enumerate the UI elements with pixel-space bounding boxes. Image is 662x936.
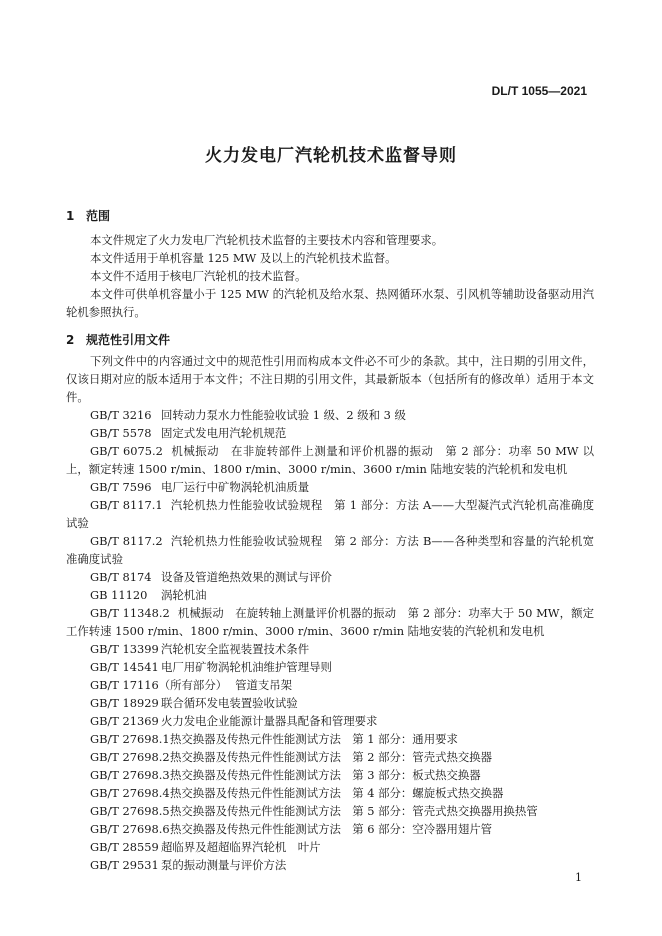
ref-title: 机械振动 在旋转轴上测量评价机器的振动 第 2 部分：功率大于 50 MW，额定工作转速 1500 r/min、1800 r/min、3000 r/min、3600 r/min 陆地安装的汽轮机和发电机	[66, 606, 594, 638]
ref-item	[90, 784, 503, 802]
ref-title: 汽轮机热力性能验收试验规程 第 2 部分：方法 B——各种类型和容量的汽轮机宽准确度试验	[66, 534, 594, 566]
ref-title: 管道支吊架	[235, 678, 293, 692]
page-number: 1	[575, 871, 582, 884]
ref-code: GB/T 6075.2	[90, 444, 163, 458]
ref-code: GB/T 3216	[90, 408, 152, 422]
ref-item	[90, 640, 309, 658]
ref-item	[90, 838, 320, 856]
ref-item	[66, 532, 594, 568]
ref-title: 超临界及超超临界汽轮机 叶片	[161, 840, 321, 854]
ref-item	[90, 478, 309, 496]
section-1-number: 1	[66, 209, 75, 223]
ref-item	[90, 406, 406, 424]
ref-item	[66, 496, 594, 532]
ref-code: GB/T 8117.1	[90, 498, 163, 512]
ref-code: GB/T 27698.2	[90, 750, 170, 764]
document-title: 火力发电厂汽轮机技术监督导则	[205, 146, 457, 166]
section-2-title: 规范性引用文件	[86, 333, 171, 347]
ref-code: GB/T 8117.2	[90, 534, 163, 548]
section-1-para-2: 本文件适用于单机容量 125 MW 及以上的汽轮机技术监督。	[90, 251, 397, 265]
ref-code: GB/T 27698.4	[90, 786, 170, 800]
ref-code: GB/T 27698.1	[90, 732, 170, 746]
ref-code: GB/T 13399	[90, 642, 159, 656]
ref-code: GB/T 29531	[90, 858, 159, 872]
ref-item	[90, 748, 492, 766]
section-2-intro: 下列文件中的内容通过文中的规范性引用而构成本文件必不可少的条款。其中，注日期的引用文件，仅该日期对应的版本适用于本文件；不注日期的引用文件，其最新版本（包括所有的修改单）适用于本文件。	[66, 354, 594, 404]
section-2-number: 2	[66, 333, 75, 347]
ref-item	[90, 658, 332, 676]
ref-code: GB/T 14541	[90, 660, 159, 674]
ref-title: 电厂运行中矿物涡轮机油质量	[161, 480, 310, 494]
ref-code: GB/T 18929	[90, 696, 159, 710]
ref-item	[90, 694, 298, 712]
ref-title: 泵的振动测量与评价方法	[161, 858, 287, 872]
ref-item	[66, 442, 594, 478]
ref-title: 热交换器及传热元件性能测试方法 第 3 部分：板式热交换器	[170, 768, 481, 782]
ref-item	[90, 676, 292, 694]
ref-code: GB/T 21369	[90, 714, 159, 728]
ref-title: 火力发电企业能源计量器具配备和管理要求	[161, 714, 378, 728]
ref-title: 热交换器及传热元件性能测试方法 第 6 部分：空冷器用翅片管	[170, 822, 493, 836]
ref-item	[90, 730, 458, 748]
ref-item	[66, 604, 594, 640]
ref-title: 回转动力泵水力性能验收试验 1 级、2 级和 3 级	[161, 408, 406, 422]
ref-title: 热交换器及传热元件性能测试方法 第 4 部分：螺旋板式热交换器	[170, 786, 504, 800]
ref-code: GB 11120	[90, 588, 148, 602]
section-1-para-1: 本文件规定了火力发电厂汽轮机技术监督的主要技术内容和管理要求。	[90, 233, 444, 247]
ref-title: 涡轮机油	[161, 588, 207, 602]
ref-item	[90, 568, 332, 586]
ref-item	[90, 802, 538, 820]
ref-code: GB/T 11348.2	[90, 606, 170, 620]
ref-title: 热交换器及传热元件性能测试方法 第 1 部分：通用要求	[170, 732, 458, 746]
ref-title: 汽轮机热力性能验收试验规程 第 1 部分：方法 A——大型凝汽式汽轮机高准确度试验	[66, 498, 594, 530]
ref-item	[90, 424, 286, 442]
ref-title: 联合循环发电装置验收试验	[161, 696, 298, 710]
ref-item	[90, 586, 207, 604]
ref-item	[90, 820, 492, 838]
ref-code: GB/T 7596	[90, 480, 152, 494]
ref-code: GB/T 17116（所有部分）	[90, 678, 228, 692]
ref-title: 固定式发电用汽轮机规范	[161, 426, 287, 440]
document-code: DL/T 1055—2021	[491, 84, 587, 98]
ref-item	[90, 856, 286, 874]
ref-code: GB/T 27698.3	[90, 768, 170, 782]
section-1-title: 范围	[86, 209, 111, 223]
ref-code: GB/T 28559	[90, 840, 159, 854]
ref-code: GB/T 27698.6	[90, 822, 170, 836]
ref-title: 热交换器及传热元件性能测试方法 第 2 部分：管壳式热交换器	[170, 750, 493, 764]
ref-title: 热交换器及传热元件性能测试方法 第 5 部分：管壳式热交换器用换热管	[170, 804, 538, 818]
ref-item	[90, 766, 481, 784]
ref-code: GB/T 5578	[90, 426, 152, 440]
section-1-para-3: 本文件不适用于核电厂汽轮机的技术监督。	[90, 269, 307, 283]
section-1-para-4: 本文件可供单机容量小于 125 MW 的汽轮机及给水泵、热网循环水泵、引风机等辅助设备驱动用汽轮机参照执行。	[66, 287, 594, 319]
section-1-heading	[66, 207, 110, 224]
ref-item	[90, 712, 377, 730]
ref-code: GB/T 27698.5	[90, 804, 170, 818]
section-2-heading	[66, 331, 170, 348]
ref-title: 设备及管道绝热效果的测试与评价	[161, 570, 332, 584]
ref-code: GB/T 8174	[90, 570, 152, 584]
ref-title: 电厂用矿物涡轮机油维护管理导则	[161, 660, 332, 674]
ref-title: 机械振动 在非旋转部件上测量和评价机器的振动 第 2 部分：功率 50 MW 以上，额定转速 1500 r/min、1800 r/min、3000 r/min、3600 r/min 陆地安装的汽轮机和发电机	[66, 444, 594, 476]
ref-title: 汽轮机安全监视装置技术条件	[161, 642, 310, 656]
